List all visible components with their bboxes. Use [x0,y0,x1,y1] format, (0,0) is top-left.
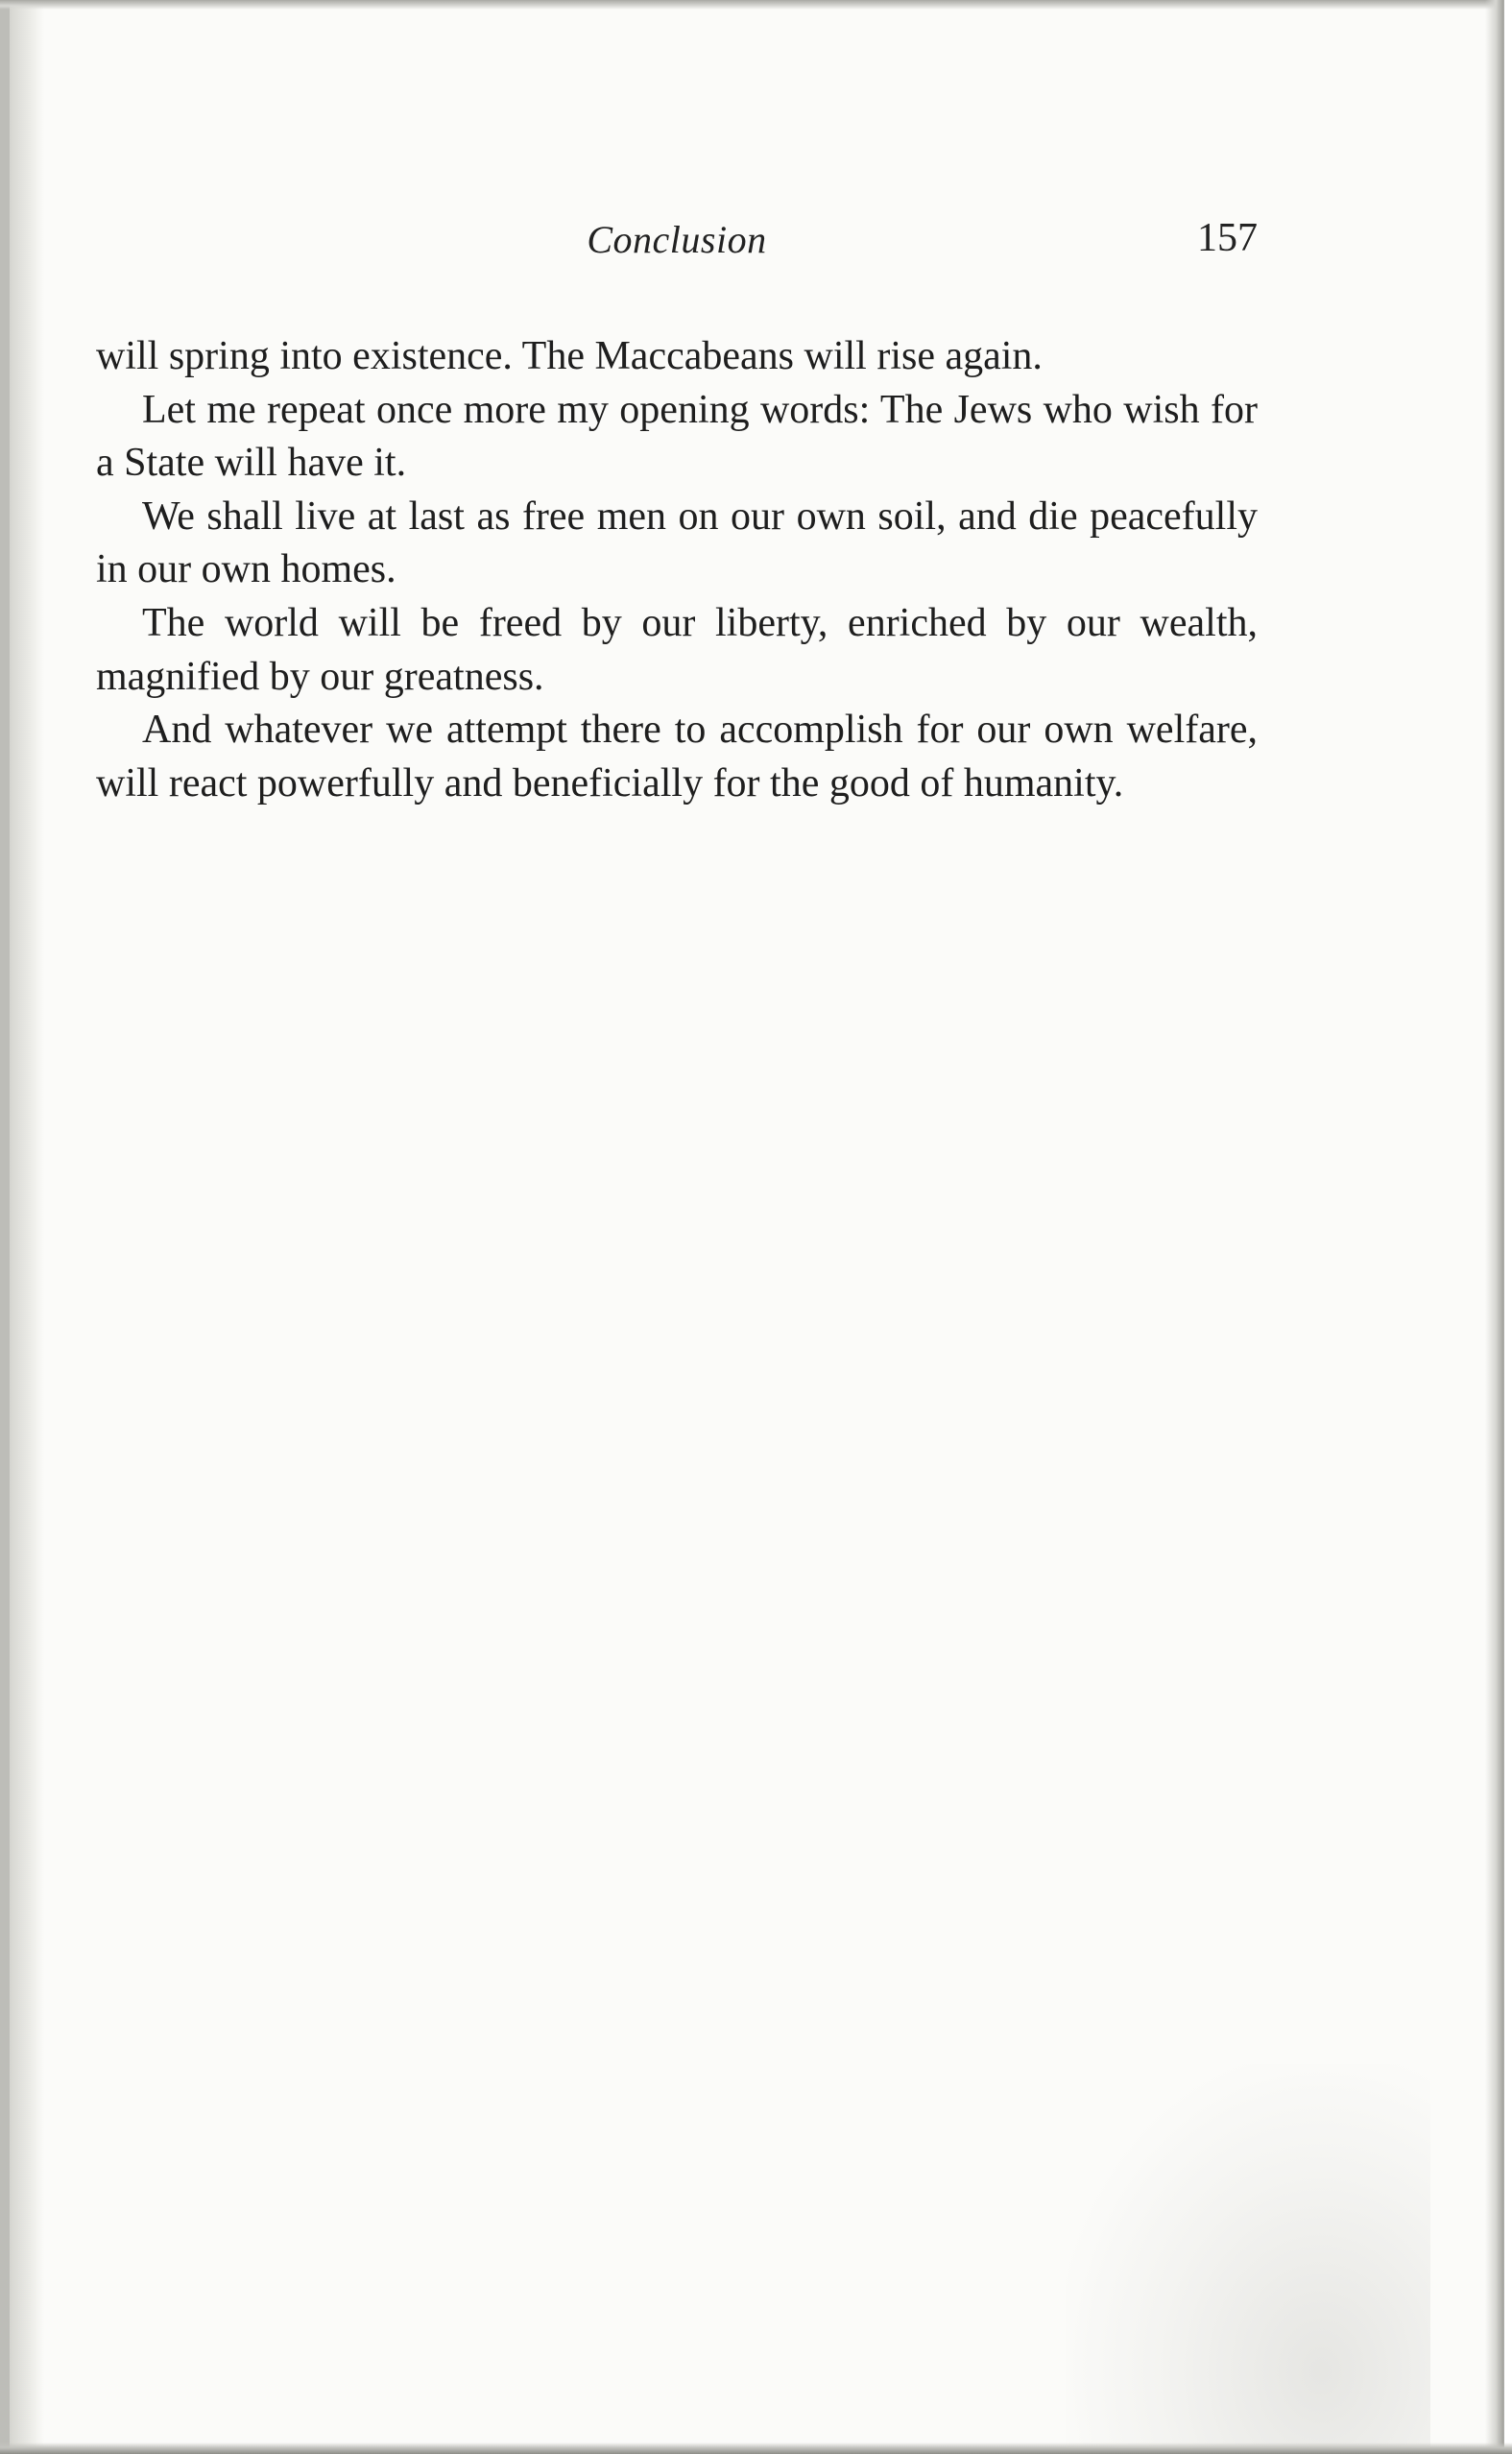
top-page-edge [0,0,1498,10]
paragraph-5: And whatever we attempt there to accomplish for our own welfare, will react powerfully and beneficially for the good of humanity. [96,708,1258,806]
paragraph-3: We shall live at last as free men on our own soil, and die peacefully in our own homes. [96,493,1258,592]
chapter-title: Conclusion [587,218,767,261]
page-number: 157 [1197,216,1258,260]
paragraph-4: The world will be freed by our liberty, enriched by our wealth, magnified by our greatness. [96,600,1258,699]
body-text [96,330,1258,810]
binding-edge [0,0,10,2454]
paragraph-2: Let me repeat once more my opening words: The Jews who wish for a State will have it. [96,387,1258,486]
paper-speckle [1066,2064,1430,2448]
right-page-edge [1485,0,1512,2454]
running-head [96,211,1258,269]
paragraph-1: will spring into existence. The Maccabeans will rise again. [96,334,1043,378]
